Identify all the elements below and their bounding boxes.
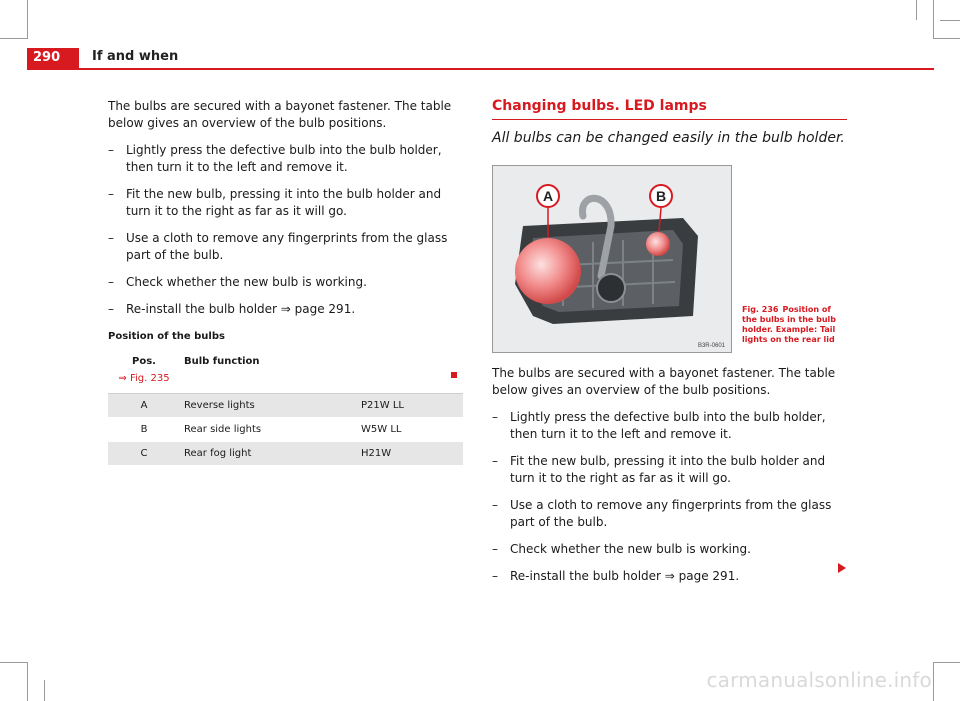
table-row bbox=[108, 394, 463, 418]
dash-bullet: – bbox=[108, 275, 114, 289]
bulb-b bbox=[646, 232, 670, 256]
step-item bbox=[108, 142, 466, 176]
step-text: Use a cloth to remove any fingerprints from the glass part of the bulb. bbox=[510, 498, 832, 529]
dash-bullet: – bbox=[492, 454, 498, 468]
column-header-function: Bulb function bbox=[180, 351, 357, 394]
cell-function: Reverse lights bbox=[180, 394, 357, 418]
page-header-title: If and when bbox=[92, 49, 179, 64]
figure-number: Fig. 236 bbox=[742, 305, 779, 314]
table-caption: Position of the bulbs bbox=[108, 331, 225, 342]
bulb-holder-illustration bbox=[493, 166, 731, 352]
step-item bbox=[492, 409, 847, 443]
bulb-table bbox=[108, 351, 463, 466]
cell-pos: A bbox=[108, 394, 180, 418]
crop-mark bbox=[933, 0, 934, 38]
step-item bbox=[108, 274, 466, 291]
right-column bbox=[492, 98, 847, 595]
section-title: Changing bulbs. LED lamps bbox=[492, 98, 707, 114]
figure-row bbox=[492, 165, 847, 353]
table-row bbox=[108, 442, 463, 466]
cell-pos: C bbox=[108, 442, 180, 466]
left-column bbox=[108, 98, 466, 466]
crop-mark bbox=[44, 680, 45, 701]
dash-bullet: – bbox=[108, 231, 114, 245]
crop-mark bbox=[916, 0, 917, 20]
crop-mark bbox=[940, 20, 960, 21]
step-item bbox=[492, 541, 847, 558]
crop-mark bbox=[933, 38, 960, 39]
lead-text: All bulbs can be changed easily in the bulb holder. bbox=[492, 130, 845, 146]
cell-type: P21W LL bbox=[357, 394, 463, 418]
header-rule bbox=[27, 68, 934, 70]
step-text: Re-install the bulb holder ⇒ page 291. bbox=[510, 569, 740, 583]
column-header-pos-label: Pos. bbox=[132, 356, 156, 367]
step-list bbox=[492, 409, 847, 585]
figure-reference-link[interactable]: ⇒ Fig. 235 bbox=[118, 373, 170, 384]
crop-mark bbox=[27, 0, 28, 38]
crop-mark bbox=[27, 662, 28, 701]
dash-bullet: – bbox=[492, 569, 498, 583]
step-item bbox=[108, 186, 466, 220]
dash-bullet: – bbox=[492, 542, 498, 556]
step-item bbox=[108, 230, 466, 264]
figure-caption-text: Position of the bulbs in the bulb holder. Example: Tail lights on the rear lid bbox=[742, 305, 837, 344]
step-text: Re-install the bulb holder ⇒ page 291. bbox=[126, 302, 356, 316]
dash-bullet: – bbox=[108, 302, 114, 316]
section-end-mark bbox=[451, 372, 457, 378]
intro-paragraph: The bulbs are secured with a bayonet fastener. The table below gives an overview of the bulb positions. bbox=[108, 99, 452, 130]
callout-b: B bbox=[655, 188, 667, 204]
callout-a: A bbox=[542, 188, 554, 204]
dash-bullet: – bbox=[492, 498, 498, 512]
step-text: Lightly press the defective bulb into the bulb holder, then turn it to the left and remove it. bbox=[510, 410, 826, 441]
figure-code: B3R-0601 bbox=[697, 343, 725, 349]
cell-type: H21W bbox=[357, 442, 463, 466]
step-item bbox=[492, 497, 847, 531]
bulb-a bbox=[515, 238, 581, 304]
cell-type: W5W LL bbox=[357, 418, 463, 442]
step-list bbox=[108, 142, 466, 318]
page-number: 290 bbox=[27, 48, 79, 68]
continue-arrow-icon bbox=[838, 563, 846, 573]
dash-bullet: – bbox=[108, 187, 114, 201]
step-text: Use a cloth to remove any fingerprints from the glass part of the bulb. bbox=[126, 231, 448, 262]
section-rule bbox=[492, 119, 847, 120]
crop-mark bbox=[933, 662, 960, 663]
cell-function: Rear fog light bbox=[180, 442, 357, 466]
column-header-type bbox=[357, 351, 463, 394]
bulb-holder-figure bbox=[492, 165, 732, 353]
step-text: Check whether the new bulb is working. bbox=[510, 542, 751, 556]
cell-pos: B bbox=[108, 418, 180, 442]
table-row bbox=[108, 418, 463, 442]
crop-mark bbox=[933, 662, 934, 701]
column-header-pos bbox=[108, 351, 180, 394]
step-item bbox=[492, 453, 847, 487]
crop-mark bbox=[0, 38, 28, 39]
step-text: Lightly press the defective bulb into the bulb holder, then turn it to the left and remove it. bbox=[126, 143, 442, 174]
step-item bbox=[108, 301, 466, 318]
step-text: Fit the new bulb, pressing it into the bulb holder and turn it to the right as far as it will go. bbox=[126, 187, 442, 218]
crop-mark bbox=[0, 662, 28, 663]
step-text: Fit the new bulb, pressing it into the bulb holder and turn it to the right as far as it will go. bbox=[510, 454, 826, 485]
intro-paragraph: The bulbs are secured with a bayonet fastener. The table below gives an overview of the bulb positions. bbox=[492, 366, 836, 397]
dash-bullet: – bbox=[108, 143, 114, 157]
step-item bbox=[492, 568, 847, 585]
cell-function: Rear side lights bbox=[180, 418, 357, 442]
watermark: carmanualsonline.info bbox=[706, 668, 932, 692]
step-text: Check whether the new bulb is working. bbox=[126, 275, 367, 289]
dash-bullet: – bbox=[492, 410, 498, 424]
table-header-row bbox=[108, 351, 463, 394]
figure-caption bbox=[742, 305, 847, 345]
